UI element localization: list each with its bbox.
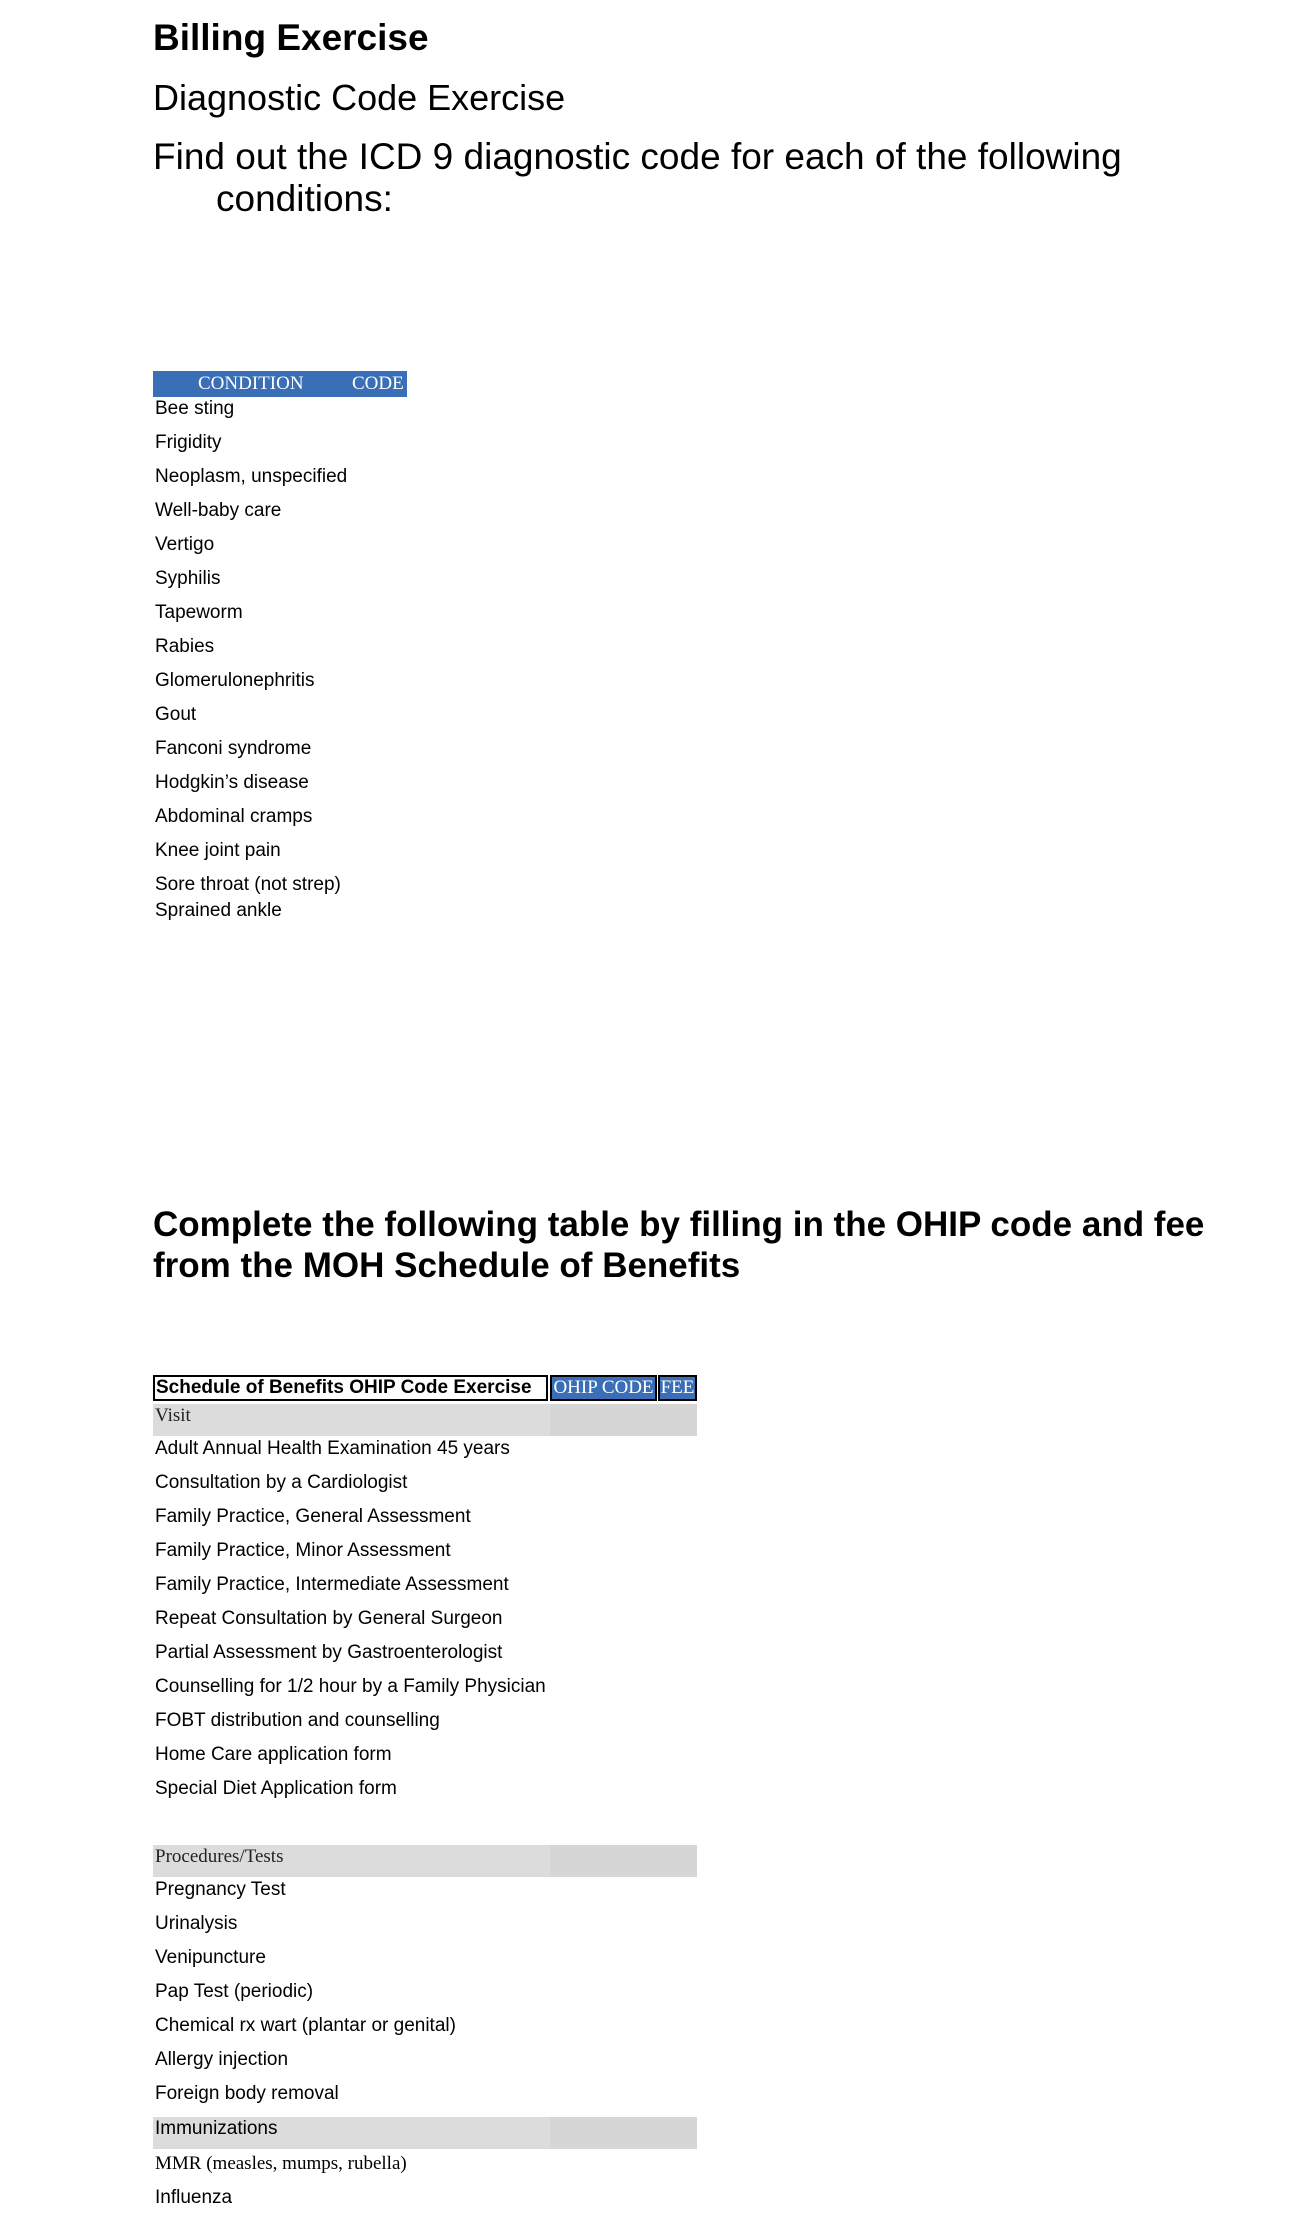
- ohip-code-header: OHIP CODE: [550, 1375, 657, 1401]
- table-row: Influenza: [155, 2187, 233, 2208]
- fee-header: FEE: [658, 1375, 697, 1401]
- table-row: Counselling for 1/2 hour by a Family Physician: [155, 1676, 546, 1697]
- table-row: Rabies: [155, 636, 215, 657]
- procedures-section-label: Procedures/Tests: [155, 1846, 284, 1867]
- table-row: Syphilis: [155, 568, 221, 589]
- table-row: Repeat Consultation by General Surgeon: [155, 1608, 503, 1629]
- table-row: Partial Assessment by Gastroenterologist: [155, 1642, 503, 1663]
- table-row: Sprained ankle: [155, 900, 282, 921]
- table-row: MMR (measles, mumps, rubella): [155, 2153, 407, 2174]
- ohip-table-title: Schedule of Benefits OHIP Code Exercise: [153, 1375, 548, 1401]
- icd-table-header: [153, 371, 407, 397]
- section-subtitle: Diagnostic Code Exercise: [153, 77, 566, 118]
- table-row: Family Practice, Minor Assessment: [155, 1540, 451, 1561]
- ohip-heading: Complete the following table by filling in the OHIP code and fee from the MOH Schedule of Benefits: [153, 1205, 1205, 1285]
- visit-section-band: [153, 1404, 697, 1436]
- instructions-line2: conditions:: [216, 178, 393, 219]
- visit-section-label: Visit: [155, 1405, 191, 1426]
- table-row: Urinalysis: [155, 1913, 238, 1934]
- table-row: FOBT distribution and counselling: [155, 1710, 440, 1731]
- table-row: Frigidity: [155, 432, 222, 453]
- table-row: Family Practice, Intermediate Assessment: [155, 1574, 509, 1595]
- header-condition: CONDITION: [198, 373, 304, 394]
- table-row: Glomerulonephritis: [155, 670, 315, 691]
- table-row: Gout: [155, 704, 197, 725]
- table-row: Special Diet Application form: [155, 1778, 397, 1799]
- page-title: Billing Exercise: [153, 17, 429, 58]
- table-row: Adult Annual Health Examination 45 years: [155, 1438, 510, 1459]
- table-row: Tapeworm: [155, 602, 243, 623]
- table-row: Sore throat (not strep): [155, 874, 341, 895]
- table-row: Bee sting: [155, 398, 235, 419]
- table-row: Hodgkin’s disease: [155, 772, 309, 793]
- table-row: Pap Test (periodic): [155, 1981, 314, 2002]
- table-row: Chemical rx wart (plantar or genital): [155, 2015, 456, 2036]
- table-row: Pregnancy Test: [155, 1879, 286, 1900]
- table-row: Consultation by a Cardiologist: [155, 1472, 408, 1493]
- table-row: Allergy injection: [155, 2049, 289, 2070]
- instructions: [153, 136, 1253, 220]
- table-row: Neoplasm, unspecified: [155, 466, 348, 487]
- table-row: Family Practice, General Assessment: [155, 1506, 471, 1527]
- instructions-line1: Find out the ICD 9 diagnostic code for each of the following: [153, 136, 1122, 177]
- table-row: Vertigo: [155, 534, 215, 555]
- table-row: Home Care application form: [155, 1744, 392, 1765]
- table-row: Knee joint pain: [155, 840, 281, 861]
- header-code: CODE: [352, 373, 404, 394]
- table-row: Foreign body removal: [155, 2083, 339, 2104]
- table-row: Abdominal cramps: [155, 806, 313, 827]
- immunizations-section-label: Immunizations: [155, 2118, 278, 2139]
- table-row: Well-baby care: [155, 500, 282, 521]
- table-row: Fanconi syndrome: [155, 738, 312, 759]
- table-row: Venipuncture: [155, 1947, 266, 1968]
